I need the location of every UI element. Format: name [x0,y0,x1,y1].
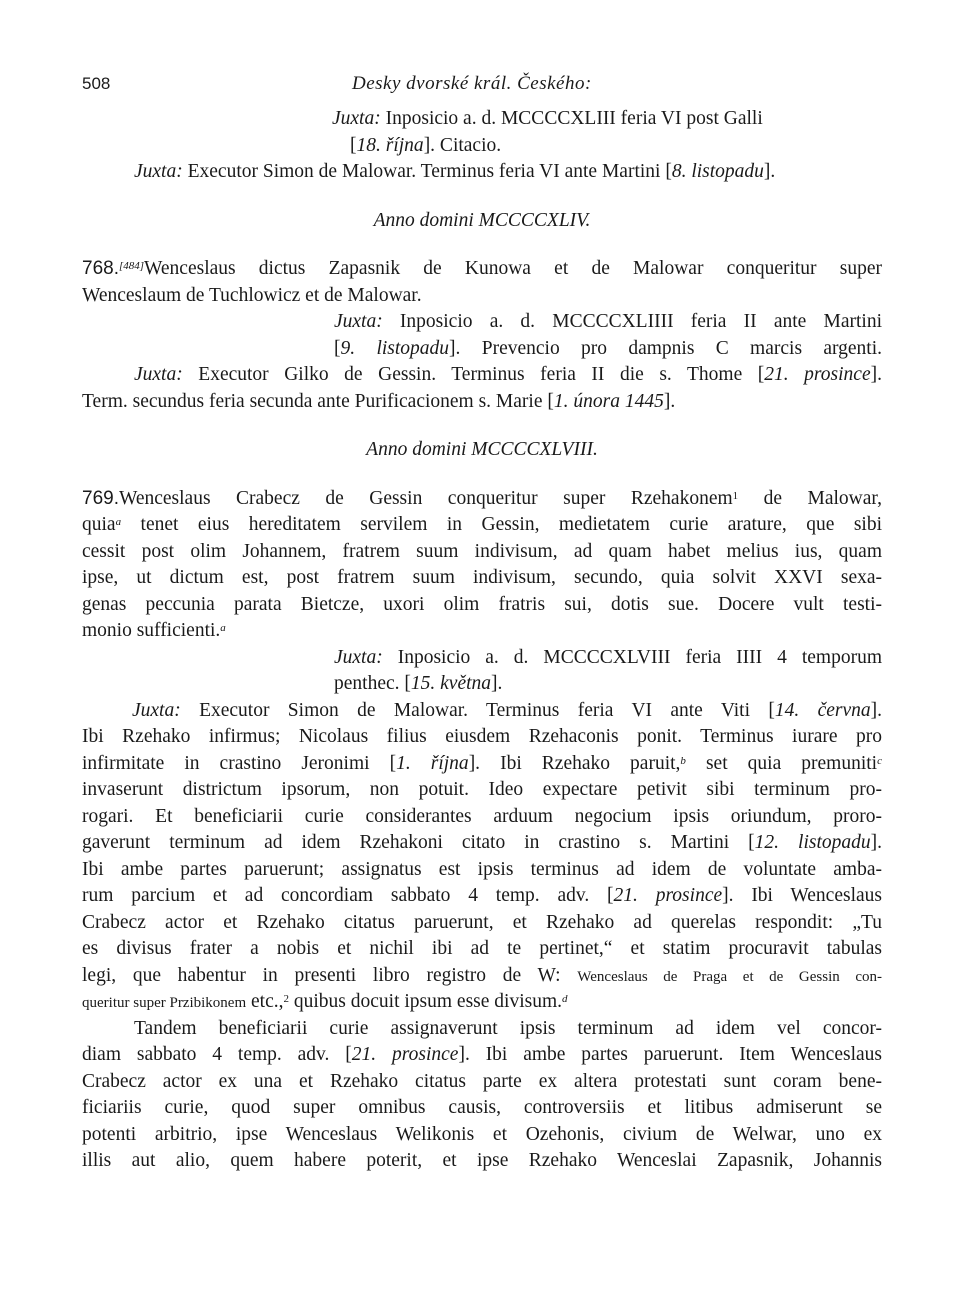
year-heading: Anno domini MCCCCXLIV. [373,209,591,231]
text-line: Wenceslaum de Tuchlowicz et de Malowar. [82,284,422,306]
footnote-mark: 2 [283,993,289,1005]
text-line [82,671,882,698]
text-line: es divisus frater a nobis et nichil ibi ad te pertinet,“ et statim procuravit tabulas [82,938,882,959]
text-line [82,751,882,778]
text-span: monio sufficienti. [82,620,221,641]
juxta-label: Juxta: [132,699,181,721]
text-span: Inposicio a. d. MCCCCXLIIII feria II ante Martini [382,311,882,332]
spacer [82,415,882,437]
document-page [82,66,882,1175]
footnote-mark: c [877,754,882,767]
date-note: 9. listopadu [340,337,450,359]
date-note: 14. června [774,699,871,721]
entry-769 [82,486,882,1175]
text-line [82,512,882,539]
spacer [82,464,882,486]
juxta-label: Juxta: [332,108,381,129]
text-line: potenti arbitrio, ipse Wenceslaus Welikonis et Ozehonis, civium de Welwar, uno ex [82,1123,882,1145]
juxta-label: Juxta: [334,311,383,332]
text-line [82,309,882,336]
text-line [82,830,882,857]
text-span: de Malowar, [738,487,882,509]
cited-entry: Wenceslaus de Praga et de Gessin con- [577,968,882,985]
text-line: Crabecz actor ex una et Rzehako citatus parte ex altera protestati sunt coram bene- [82,1070,882,1092]
text-span: ]. Prevencio pro dampnis C marcis argenti. [449,337,883,359]
text-span: ]. [870,832,882,853]
text-span: ]. Ibi Rzehako paruit, [468,752,681,774]
text-span: ]. Citacio. [423,134,502,156]
running-title: Desky dvorské král. Českého: [352,73,592,94]
text-line: genas peccunia parata Bietcze, uxori olim fratris sui, dotis sue. Docere vult testi- [82,593,882,615]
date-note: 12. listopadu [754,832,871,853]
text-span: quibus docuit ipsum esse divisum. [289,991,562,1012]
text-line [82,389,882,416]
text-line: Ibi ambe partes paruerunt; assignatus est ipsis terminus ad idem de voluntate amba- [82,858,882,880]
text-line [82,698,882,725]
text-line: Ibi Rzehako infirmus; Nicolaus filius eiusdem Rzehaconis ponit. Terminus iurare pro [82,726,882,747]
text-span: gaverunt terminum ad idem Rzehakoni citato in crastino s. Martini [ [82,832,755,853]
juxta-label: Juxta: [134,161,183,182]
text-line [82,362,882,389]
text-span: set quia premuniti [685,752,878,774]
entry-767-continuation [82,106,882,186]
page-header [82,66,882,106]
juxta-label: Juxta: [334,646,383,668]
text-span: ]. [663,390,676,412]
text-line [82,106,882,133]
text-line: Tandem beneficiarii curie assignaverunt ipsis terminum ad idem vel concor- [134,1017,882,1039]
text-line [82,645,882,672]
text-span: etc., [246,991,284,1012]
text-span: tenet eius hereditatem servilem in Gessin, medietatem curie arature, que sibi [121,514,882,535]
text-span: Term. secundus feria secunda ante Purificacionem s. Marie [ [82,390,554,412]
text-line [82,989,882,1016]
date-note: 8. listopadu [671,161,764,182]
text-span: quia [82,514,116,535]
text-span: Inposicio a. d. MCCCCXLVIII feria IIII 4 temporum [382,646,882,668]
footnote-mark: d [562,993,568,1005]
text-span: ]. [870,364,882,385]
text-line [82,486,882,513]
year-heading: Anno domini MCCCCXLVIII. [366,439,598,460]
date-note: 21. prosince [613,885,723,906]
text-span: legi, que habentur in presenti libro registro de W: [82,964,578,986]
date-note: 1. února 1445 [553,390,664,412]
footnote-mark: b [680,754,686,767]
text-span: ]. [763,161,776,182]
text-span: ]. [870,699,882,721]
text-span: infirmitate in crastino Jeronimi [ [82,752,397,774]
text-line: illis aut alio, quem habere poterit, et ipse Rzehako Wenceslai Zapasnik, Johannis [82,1150,882,1171]
juxta-label: Juxta: [134,364,183,385]
text-line [82,618,882,645]
footnote-mark: a [115,516,122,528]
entry-768 [82,256,882,415]
text-span: ]. [491,673,503,694]
date-note: 1. října [396,752,469,774]
text-line: ipse, ut dictum est, post fratrem suum indivisum, secundo, quia solvit XXVI sexa- [82,567,882,588]
text-line [82,133,882,160]
text-span: [ [334,337,341,359]
text-span: Executor Simon de Malowar. Terminus feria VI ante Viti [ [180,699,775,721]
page-number: 508 [82,74,111,93]
text-line: invaserunt districtum ipsorum, non potuit. Ideo expectare petivit sibi terminum pro- [82,779,882,800]
date-note: 21. prosince [351,1044,459,1065]
text-line [82,1042,882,1069]
footnote-mark: a [220,622,226,634]
entry-number: 769. [82,487,119,509]
text-span: Wenceslaus dictus Zapasnik de Kunowa et de Malowar conqueritur super [144,258,882,279]
text-line [82,336,882,363]
text-span: ]. Ibi ambe partes paruerunt. Item Wenceslaus [458,1044,882,1065]
date-note: 21. prosince [764,364,871,385]
date-note: 15. května [410,673,492,694]
spacer [82,234,882,256]
text-span: Executor Gilko de Gessin. Terminus feria II die s. Thome [ [182,364,765,385]
text-span: diam sabbato 4 temp. adv. [ [82,1044,352,1065]
text-span: Executor Simon de Malowar. Terminus feria VI ante Martini [ [182,161,672,182]
text-span: penthec. [ [334,673,411,694]
text-line: cessit post olim Johannem, fratrem suum indivisum, ad quam habet melius ius, quam [82,540,882,562]
date-note: 18. října [356,134,424,156]
text-span: Inposicio a. d. MCCCCXLIII feria VI post Galli [380,108,763,129]
text-line [82,159,882,186]
cited-entry: queritur super Przibikonem [82,995,247,1011]
text-span: ]. Ibi Wenceslaus [722,885,882,906]
text-line: rogari. Et beneficiarii curie considerantes arduum negocium ipsis oriundum, proro- [82,805,882,827]
text-line [82,963,882,990]
text-span: Wenceslaus Crabecz de Gessin conqueritur super Rzehakonem [118,487,733,509]
text-span: rum parcium et ad concordiam sabbato 4 temp. adv. [ [82,885,614,906]
text-line: Crabecz actor et Rzehako citatus paruerunt, et Rzehako ad querelas respondit: „Tu [82,911,882,933]
text-line: ficiariis curie, quod super omnibus causis, controversiis et litibus admiserunt se [82,1097,882,1118]
footnote-mark: 1 [732,489,739,502]
spacer [82,186,882,208]
text-span: [ [350,134,357,156]
entry-number: 768. [82,258,119,279]
text-line [82,883,882,910]
reference-mark: [484] [118,260,145,272]
text-line [82,256,882,283]
